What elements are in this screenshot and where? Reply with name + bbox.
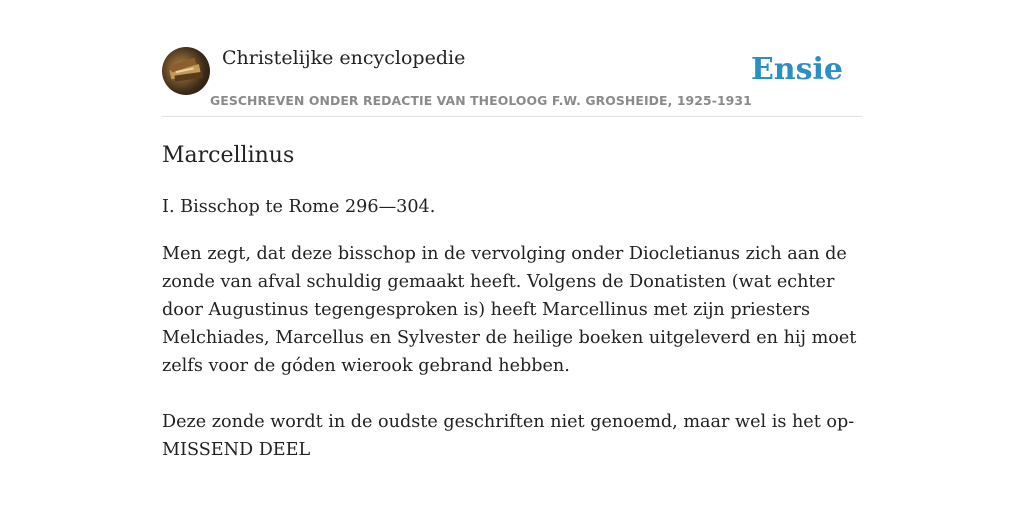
article-body [162,193,862,464]
article-title: Marcellinus [162,143,295,168]
book-stack-icon[interactable] [162,47,210,95]
site-subtitle: GESCHREVEN ONDER REDACTIE VAN THEOLOOG F.W. GROSHEIDE, 1925-1931 [210,93,752,108]
article-paragraph: Deze zonde wordt in de oudste geschriften niet genoemd, maar wel is het op- [162,412,855,432]
site-title[interactable]: Christelijke encyclopedie [222,47,466,69]
site-header [162,46,862,117]
article-paragraph: Men zegt, dat deze bisschop in de vervolging onder Diocletianus zich aan de zonde van afval schuldig gemaakt heeft. Volgens de Donatisten (wat echter door Augustinus tegengesproken is) heeft Marcellinus met zijn priesters Melchiades, Marcellus en Sylvester de heilige boeken uitgeleverd en hij moet zelfs voor de góden wierook gebrand hebben. [162,244,857,376]
missing-part-notice: MISSEND DEEL [162,440,311,460]
ensie-logo[interactable]: Ensie [750,52,843,87]
page-container [162,46,862,464]
article-paragraph: I. Bisschop te Rome 296—304. [162,197,436,217]
